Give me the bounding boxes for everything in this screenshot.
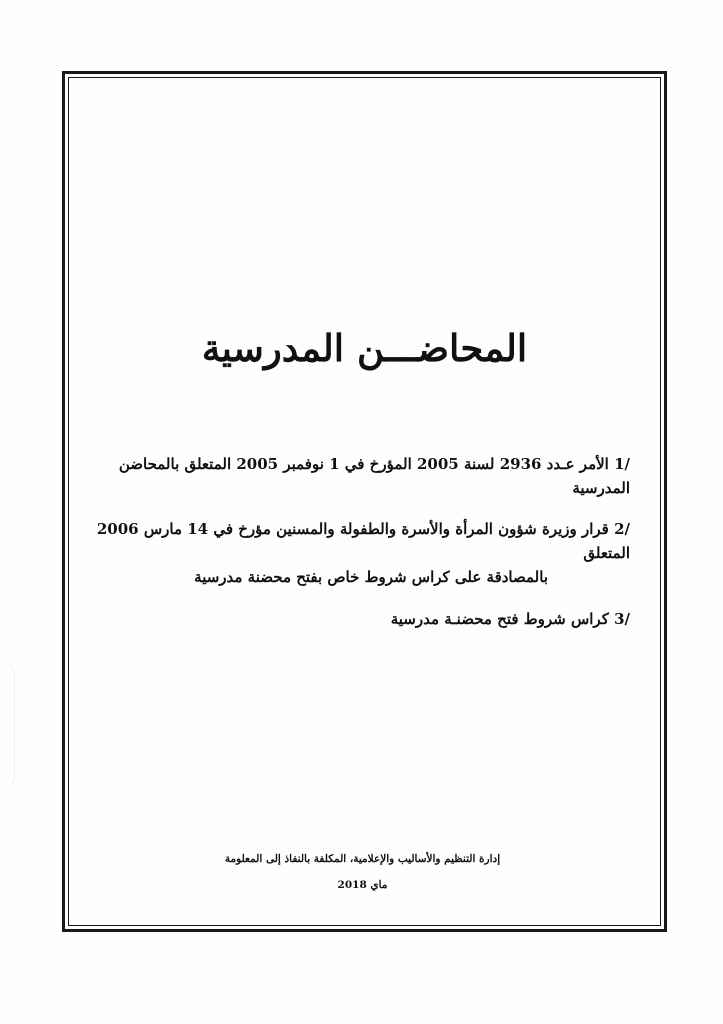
list-item [95,517,630,589]
item-text-continuation: بالمصادقة على كراس شروط خاص بفتح محضنة مدرسية [194,568,548,586]
list-item [95,452,630,500]
item-text: قرار وزيرة شؤون المرأة والأسرة والطفولة والمسنين مؤرخ في 14 مارس 2006 المتعلق [96,520,630,562]
item-number: 3/ [614,610,630,628]
footer-department: إدارة التنظيم والأساليب والإعلامية، المكلفة بالنفاذ إلى المعلومة [224,853,501,865]
item-number: 1/ [614,455,630,473]
document-footer [95,846,630,898]
list-item [95,607,630,631]
scan-edge-mark [0,660,15,790]
footer-date: ماي 2018 [337,879,388,891]
document-title: المحاضـــن المدرسية [201,326,528,370]
item-text: كراس شروط فتح محضنـة مدرسية [390,610,609,628]
item-text: الأمر عـدد 2936 لسنة 2005 المؤرخ في 1 نوفمبر 2005 المتعلق بالمحاضن المدرسية [118,455,630,497]
contents-list [95,452,630,631]
item-number: 2/ [614,520,630,538]
